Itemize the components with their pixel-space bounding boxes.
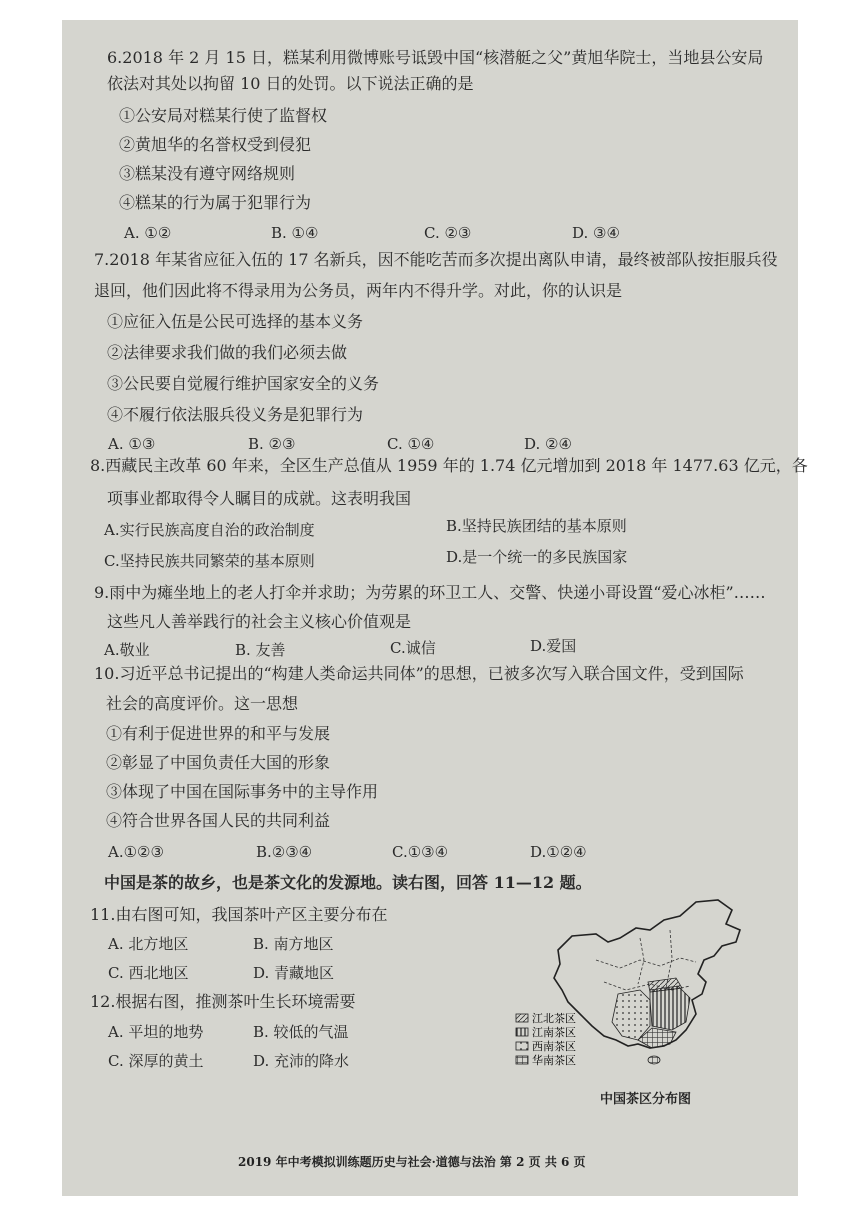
q6-item-3: ③糕某没有遵守网络规则 bbox=[119, 164, 296, 183]
q7-item-2: ②法律要求我们做的我们必须去做 bbox=[107, 343, 348, 362]
q6-option-b: B. ①④ bbox=[271, 224, 319, 242]
q10-item-1: ①有利于促进世界的和平与发展 bbox=[106, 724, 331, 743]
q8-stem-line1: 8.西藏民主改革 60 年来，全区生产总值从 1959 年的 1.74 亿元增加到 2018 年 1477.63 亿元，各 bbox=[90, 456, 808, 475]
q12-option-b: B. 较低的气温 bbox=[253, 1023, 349, 1041]
q12-option-a: A. 平坦的地势 bbox=[108, 1023, 204, 1041]
q7-option-a: A. ①③ bbox=[108, 435, 156, 453]
legend-swatch-jiangnan bbox=[516, 1028, 528, 1036]
q9-stem-line1: 9.雨中为瘫坐地上的老人打伞并求助；为劳累的环卫工人、交警、快递小哥设置“爱心冰柜”…… bbox=[94, 583, 766, 602]
q8-stem-line2: 项事业都取得令人瞩目的成就。这表明我国 bbox=[107, 489, 412, 508]
q7-item-3: ③公民要自觉履行维护国家安全的义务 bbox=[107, 374, 380, 393]
q12-option-c: C. 深厚的黄土 bbox=[108, 1052, 204, 1070]
q8-option-d: D.是一个统一的多民族国家 bbox=[446, 548, 628, 566]
q8-option-c: C.坚持民族共同繁荣的基本原则 bbox=[104, 552, 315, 570]
q11-option-d: D. 青藏地区 bbox=[253, 964, 335, 982]
legend-swatch-jiangbei bbox=[516, 1014, 528, 1022]
q11-stem: 11.由右图可知，我国茶叶产区主要分布在 bbox=[90, 905, 388, 924]
legend-label-huanan: 华南茶区 bbox=[532, 1054, 576, 1067]
page-footer: 2019 年中考模拟训练题历史与社会·道德与法治 第 2 页 共 6 页 bbox=[238, 1155, 586, 1169]
q9-option-d: D.爱国 bbox=[530, 637, 577, 655]
q6-item-1: ①公安局对糕某行使了监督权 bbox=[119, 106, 328, 125]
q7-item-4: ④不履行依法服兵役义务是犯罪行为 bbox=[107, 405, 364, 424]
q10-item-4: ④符合世界各国人民的共同利益 bbox=[106, 811, 331, 830]
china-tea-map bbox=[500, 890, 770, 1090]
q10-option-d: D.①②④ bbox=[530, 843, 587, 861]
q7-item-1: ①应征入伍是公民可选择的基本义务 bbox=[107, 312, 364, 331]
q11-option-c: C. 西北地区 bbox=[108, 964, 189, 982]
q6-option-d: D. ③④ bbox=[572, 224, 620, 242]
q6-option-a: A. ①② bbox=[124, 224, 172, 242]
q6-option-c: C. ②③ bbox=[424, 224, 472, 242]
q9-stem-line2: 这些凡人善举践行的社会主义核心价值观是 bbox=[107, 612, 412, 631]
legend-label-xinan: 西南茶区 bbox=[532, 1040, 576, 1053]
q6-stem-line2: 依法对其处以拘留 10 日的处罚。以下说法正确的是 bbox=[107, 74, 474, 93]
q10-option-c: C.①③④ bbox=[392, 843, 449, 861]
q10-stem-line2: 社会的高度评价。这一思想 bbox=[106, 694, 299, 713]
q7-stem-line1: 7.2018 年某省应征入伍的 17 名新兵，因不能吃苦而多次提出离队申请，最终被部队按拒服兵役 bbox=[94, 250, 778, 269]
q7-option-d: D. ②④ bbox=[524, 435, 572, 453]
hainan-island bbox=[648, 1056, 660, 1064]
q10-item-3: ③体现了中国在国际事务中的主导作用 bbox=[106, 782, 379, 801]
q10-item-2: ②彰显了中国负责任大国的形象 bbox=[106, 753, 331, 772]
q11-option-b: B. 南方地区 bbox=[253, 935, 334, 953]
legend-swatch-huanan bbox=[516, 1056, 528, 1064]
q9-option-c: C.诚信 bbox=[390, 639, 436, 657]
q12-stem: 12.根据右图，推测茶叶生长环境需要 bbox=[90, 992, 356, 1011]
legend-label-jiangnan: 江南茶区 bbox=[532, 1026, 576, 1039]
q6-stem-line1: 6.2018 年 2 月 15 日，糕某利用微博账号诋毁中国“核潜艇之父”黄旭华院士，当地县公安局 bbox=[107, 48, 764, 67]
q9-option-b: B. 友善 bbox=[235, 641, 286, 659]
q7-stem-line2: 退回，他们因此将不得录用为公务员，两年内不得升学。对此，你的认识是 bbox=[94, 281, 623, 300]
q6-item-2: ②黄旭华的名誉权受到侵犯 bbox=[119, 135, 312, 154]
q10-stem-line1: 10.习近平总书记提出的“构建人类命运共同体”的思想，已被多次写入联合国文件，受到国际 bbox=[94, 664, 744, 683]
jiangnan-tea-region bbox=[650, 986, 690, 1030]
legend-swatch-xinan bbox=[516, 1042, 528, 1050]
q9-option-a: A.敬业 bbox=[104, 641, 150, 659]
q6-item-4: ④糕某的行为属于犯罪行为 bbox=[119, 193, 312, 212]
map-caption: 中国茶区分布图 bbox=[600, 1092, 692, 1107]
q7-option-c: C. ①④ bbox=[387, 435, 435, 453]
legend-label-jiangbei: 江北茶区 bbox=[532, 1012, 576, 1025]
q10-option-a: A.①②③ bbox=[108, 843, 164, 861]
map-intro-text: 中国是茶的故乡，也是茶文化的发源地。读右图，回答 11—12 题。 bbox=[104, 873, 592, 892]
q10-option-b: B.②③④ bbox=[256, 843, 313, 861]
q8-option-b: B.坚持民族团结的基本原则 bbox=[446, 517, 627, 535]
southwest-tea-region bbox=[612, 990, 650, 1040]
q7-option-b: B. ②③ bbox=[248, 435, 296, 453]
map-legend bbox=[516, 1011, 576, 1067]
q11-option-a: A. 北方地区 bbox=[108, 935, 189, 953]
q8-option-a: A.实行民族高度自治的政治制度 bbox=[104, 521, 315, 539]
q12-option-d: D. 充沛的降水 bbox=[253, 1052, 350, 1070]
